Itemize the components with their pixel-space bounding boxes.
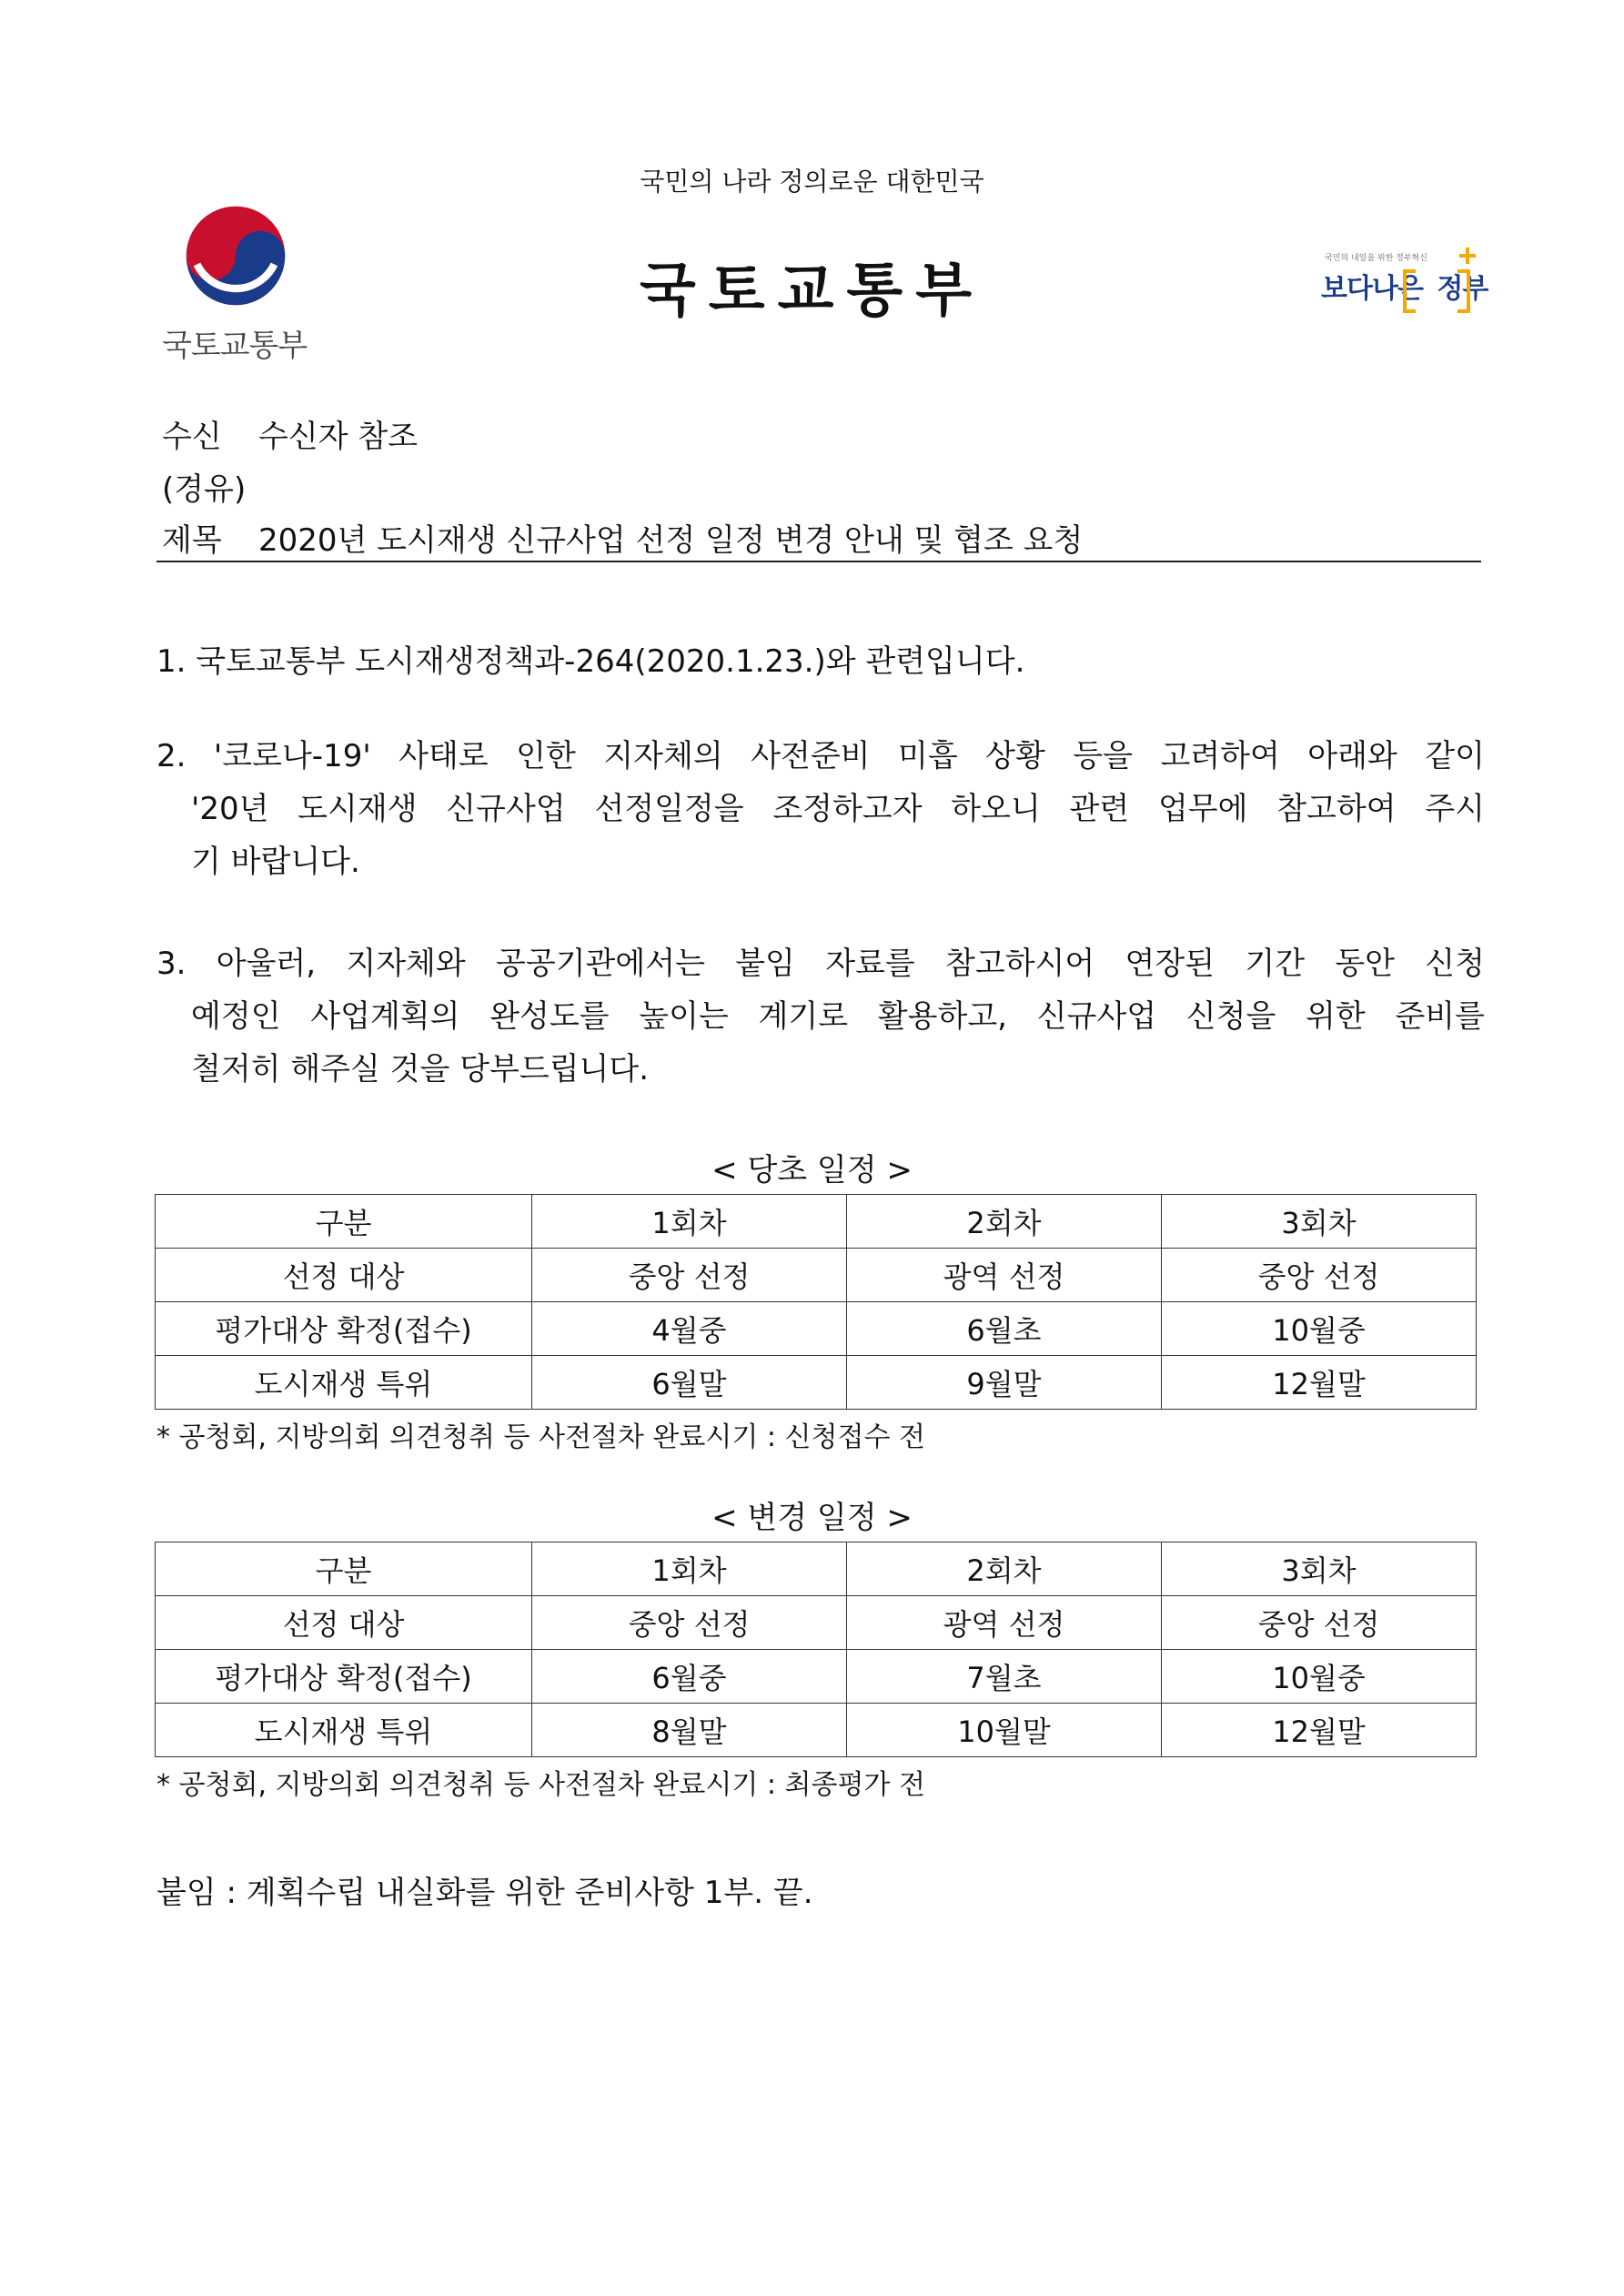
via-line: (경유) xyxy=(162,471,247,508)
table-cell: 10월중 xyxy=(1162,1650,1477,1704)
table-cell: 선정 대상 xyxy=(156,1249,532,1302)
table-row xyxy=(156,1249,1477,1302)
table-cell: 12월말 xyxy=(1162,1356,1477,1410)
table-header-cell: 2회차 xyxy=(847,1195,1162,1249)
gov-logo-bracket-left xyxy=(1403,269,1416,313)
subject-value: 2020년 도시재생 신규사업 선정 일정 변경 안내 및 협조 요청 xyxy=(258,522,1084,559)
table-cell: 광역 선정 xyxy=(847,1249,1162,1302)
to-label: 수신 xyxy=(162,419,222,455)
paragraph-2-line-1: 2. '코로나-19' 사태로 인한 지자체의 사전준비 미흡 상황 등을 고려하여 아래와 같이 xyxy=(156,738,1485,774)
table-cell: 도시재생 특위 xyxy=(156,1704,532,1757)
paragraph-3-line-1: 3. 아울러, 지자체와 공공기관에서는 붙임 자료를 참고하시어 연장된 기간 동안 신청 xyxy=(156,946,1485,982)
gov-logo-caption: 국민의 내일을 위한 정부혁신 xyxy=(1325,254,1427,263)
table-header-cell: 2회차 xyxy=(847,1542,1162,1596)
table-cell: 중앙 선정 xyxy=(532,1596,847,1650)
slogan: 국민의 나라 정의로운 대한민국 xyxy=(640,167,984,197)
table-cell: 12월말 xyxy=(1162,1704,1477,1757)
government-innovation-logo xyxy=(1319,244,1488,317)
table-cell: 도시재생 특위 xyxy=(156,1356,532,1410)
subject-divider xyxy=(156,561,1481,562)
table-cell: 10월말 xyxy=(847,1704,1162,1757)
table-cell: 8월말 xyxy=(532,1704,847,1757)
table-row xyxy=(156,1704,1477,1757)
table-row xyxy=(156,1356,1477,1410)
changed-schedule-note: * 공청회, 지방의회 의견청취 등 사전절차 완료시기 : 최종평가 전 xyxy=(156,1769,925,1801)
to-value: 수신자 참조 xyxy=(258,419,419,455)
table-row xyxy=(156,1302,1477,1356)
table-cell: 6월말 xyxy=(532,1356,847,1410)
paragraph-3-line-2: 예정인 사업계획의 완성도를 높이는 계기로 활용하고, 신규사업 신청을 위한 준비를 xyxy=(191,998,1485,1035)
subject-label: 제목 xyxy=(162,522,222,559)
gov-logo-part3: 정부 xyxy=(1437,273,1488,305)
table-cell: 4월중 xyxy=(532,1302,847,1356)
original-schedule-caption: < 당초 일정 > xyxy=(711,1152,913,1188)
recipient-line xyxy=(162,411,418,456)
table-cell: 평가대상 확정(접수) xyxy=(156,1650,532,1704)
table-cell: 7월초 xyxy=(847,1650,1162,1704)
table-cell: 6월중 xyxy=(532,1650,847,1704)
table-header-row xyxy=(156,1542,1477,1596)
table-header-cell: 1회차 xyxy=(532,1195,847,1249)
table-header-cell: 구분 xyxy=(156,1542,532,1596)
table-header-cell: 3회차 xyxy=(1162,1195,1477,1249)
table-header-cell: 구분 xyxy=(156,1195,532,1249)
paragraph-1-text: 1. 국토교통부 도시재생정책과-264(2020.1.23.)와 관련입니다. xyxy=(156,643,1025,680)
table-cell: 선정 대상 xyxy=(156,1596,532,1650)
ministry-title: 국토교통부 xyxy=(639,258,985,325)
subject-line xyxy=(162,515,1083,560)
table-row xyxy=(156,1650,1477,1704)
attachment-line: 붙임 : 계획수립 내실화를 위한 준비사항 1부. 끝. xyxy=(156,1875,813,1911)
table-cell: 10월중 xyxy=(1162,1302,1477,1356)
emblem-label: 국토교통부 xyxy=(162,328,308,364)
table-cell: 중앙 선정 xyxy=(1162,1596,1477,1650)
gov-logo-part1: 보다 xyxy=(1321,273,1372,305)
table-cell: 중앙 선정 xyxy=(1162,1249,1477,1302)
table-header-cell: 1회차 xyxy=(532,1542,847,1596)
table-header-row xyxy=(156,1195,1477,1249)
table-row xyxy=(156,1596,1477,1650)
gov-logo-part2: 나은 xyxy=(1371,273,1423,305)
changed-schedule-caption: < 변경 일정 > xyxy=(711,1500,913,1536)
table-cell: 6월초 xyxy=(847,1302,1162,1356)
taegeuk-emblem-icon xyxy=(182,202,289,309)
gov-logo-bracket-right xyxy=(1458,269,1470,313)
table-cell: 광역 선정 xyxy=(847,1596,1162,1650)
paragraph-2 xyxy=(156,730,1485,888)
paragraph-2-line-2: '20년 도시재생 신규사업 선정일정을 조정하고자 하오니 관련 업무에 참고하여 주시 xyxy=(191,791,1485,827)
table-cell: 9월말 xyxy=(847,1356,1162,1410)
plus-icon xyxy=(1458,246,1478,266)
changed-schedule-table xyxy=(155,1542,1477,1757)
original-schedule-table xyxy=(155,1194,1477,1410)
table-header-cell: 3회차 xyxy=(1162,1542,1477,1596)
table-cell: 중앙 선정 xyxy=(532,1249,847,1302)
table-cell: 평가대상 확정(접수) xyxy=(156,1302,532,1356)
paragraph-2-line-3: 기 바랍니다. xyxy=(191,844,360,880)
paragraph-3-line-3: 철저히 해주실 것을 당부드립니다. xyxy=(191,1051,650,1087)
paragraph-3 xyxy=(156,937,1485,1096)
paragraph-1 xyxy=(156,635,1485,688)
original-schedule-note: * 공청회, 지방의회 의견청취 등 사전절차 완료시기 : 신청접수 전 xyxy=(156,1421,925,1453)
